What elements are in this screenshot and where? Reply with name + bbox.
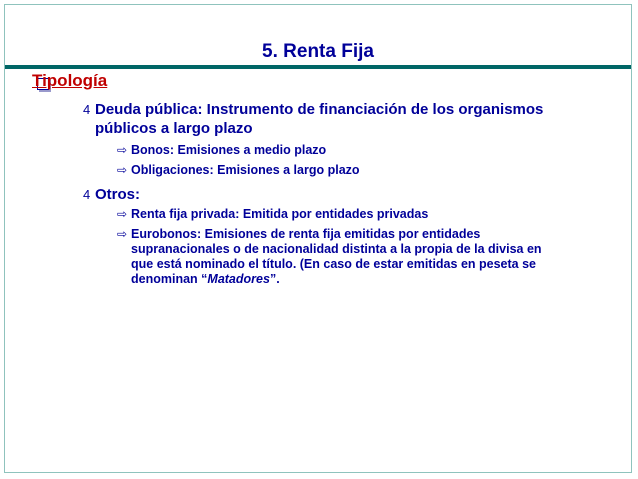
sub-item-eurobonos-line3: que está nominado el título. (En caso de estar emitidas en peseta se: [131, 257, 536, 271]
sub-item-bonos: Bonos: Emisiones a medio plazo: [131, 143, 327, 157]
list-bullet-icon: 4: [83, 102, 91, 117]
arrow-bullet-icon: ⇨: [117, 163, 128, 177]
matadores-emphasis: Matadores: [207, 272, 270, 286]
sub-item-renta-fija-privada: Renta fija privada: Emitida por entidades privadas: [131, 207, 429, 221]
title-divider: [5, 65, 631, 69]
eurobonos-line4-prefix: denominan “: [131, 272, 208, 286]
arrow-bullet-icon: ⇨: [117, 143, 128, 157]
arrow-bullet-icon: ⇨: [117, 207, 128, 221]
slide-title: 5. Renta Fija: [262, 41, 374, 62]
list-item-deuda-publica-line1: Deuda pública: Instrumento de financiación de los organismos: [95, 101, 544, 118]
eurobonos-line4-suffix: ”.: [269, 272, 280, 286]
list-item-deuda-publica-line2: públicos a largo plazo: [95, 120, 253, 137]
sub-item-eurobonos-line1: Eurobonos: Emisiones de renta fija emitidas por entidades: [131, 227, 481, 241]
sub-item-eurobonos-line2: supranacionales o de nacionalidad distinta a la propia de la divisa en: [131, 242, 542, 256]
sub-item-obligaciones: Obligaciones: Emisiones a largo plazo: [131, 163, 360, 177]
section-heading: Tipología: [32, 71, 108, 90]
list-item-otros: Otros:: [95, 186, 140, 203]
sub-item-eurobonos-line4: [131, 272, 280, 287]
slide: [4, 4, 632, 473]
arrow-bullet-icon: ⇨: [117, 227, 128, 241]
list-bullet-icon: 4: [83, 187, 91, 202]
